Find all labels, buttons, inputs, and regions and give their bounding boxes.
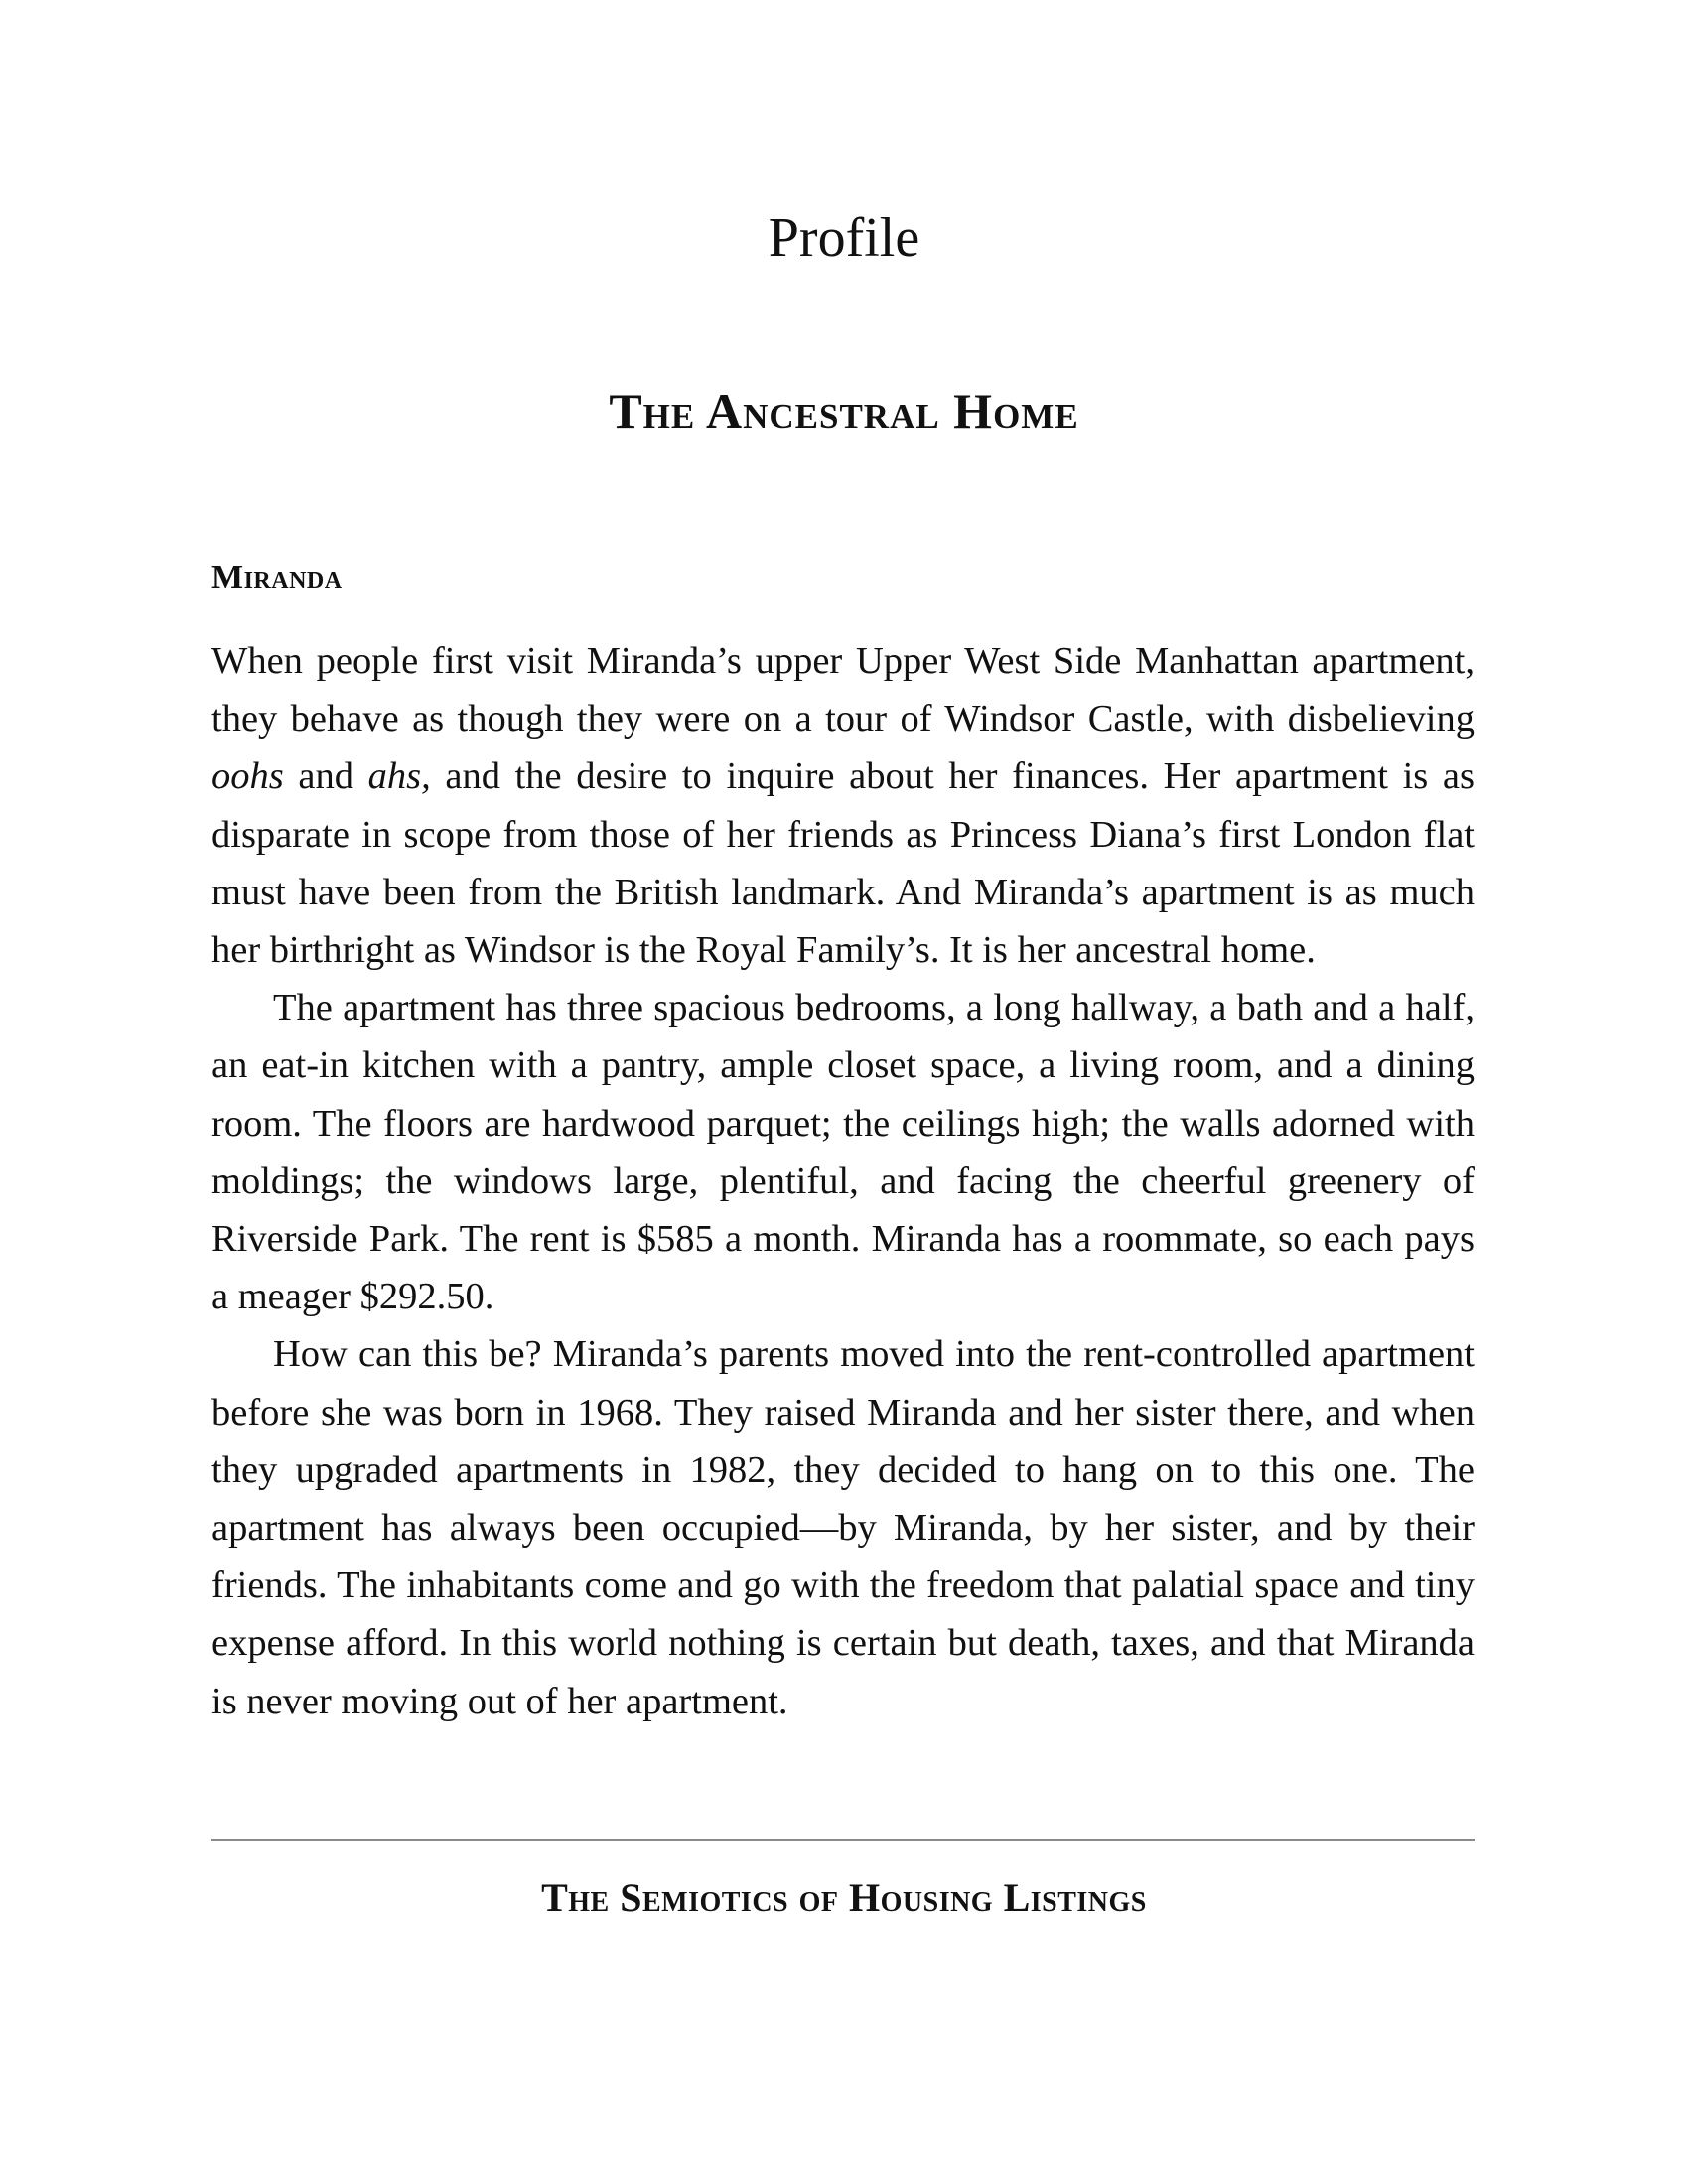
paragraph-1 (211, 632, 1475, 979)
chapter-title: The Ancestral Home (609, 383, 1079, 439)
paragraph-1-text-c: and the desire to inquire about her finances. Her apartment is as disparate in scope from those of her friends as Princess Diana’s first London flat must have been from the British landmark. And Miranda’s apartment is as much her birthright as Windsor is the Royal Family’s. It is her ancestral home. (211, 755, 1475, 972)
paragraph-3: How can this be? Miranda’s parents moved into the rent-controlled apartment before she was born in 1968. They raised Miranda and her sister there, and when they upgraded apartments in 1982, they decided to hang on to this one. The apartment has always been occupied—by Miranda, by her sister, and by their friends. The inhabitants come and go with the freedom that palatial space and tiny expense afford. In this world nothing is certain but death, taxes, and that Miranda is never moving out of her apartment. (211, 1333, 1475, 1722)
paragraph-2: The apartment has three spacious bedrooms, a long hallway, a bath and a half, an eat-in kitchen with a pantry, ample closet space, a living room, and a dining room. The floors are hardwood parquet; the ceilings high; the walls adorned with moldings; the windows large, plentiful, and facing the cheerful greenery of Riverside Park. The rent is $585 a month. Miranda has a roommate, so each pays a meager $292.50. (211, 987, 1475, 1318)
paragraph-1-text-a: When people first visit Miranda’s upper Upper West Side Manhattan apartment, they behave as though they were on a tour of Windsor Castle, with disbelieving (211, 640, 1475, 741)
next-section-title: The Semiotics of Housing Listings (541, 1875, 1147, 1920)
section-divider (211, 1839, 1475, 1841)
italic-oohs: oohs (211, 755, 284, 798)
italic-ahs: ahs, (367, 755, 431, 798)
profile-subhead: Miranda (211, 559, 343, 596)
body-text (211, 632, 1475, 1730)
paragraph-1-text-b: and (283, 755, 368, 798)
section-label: Profile (768, 207, 920, 269)
